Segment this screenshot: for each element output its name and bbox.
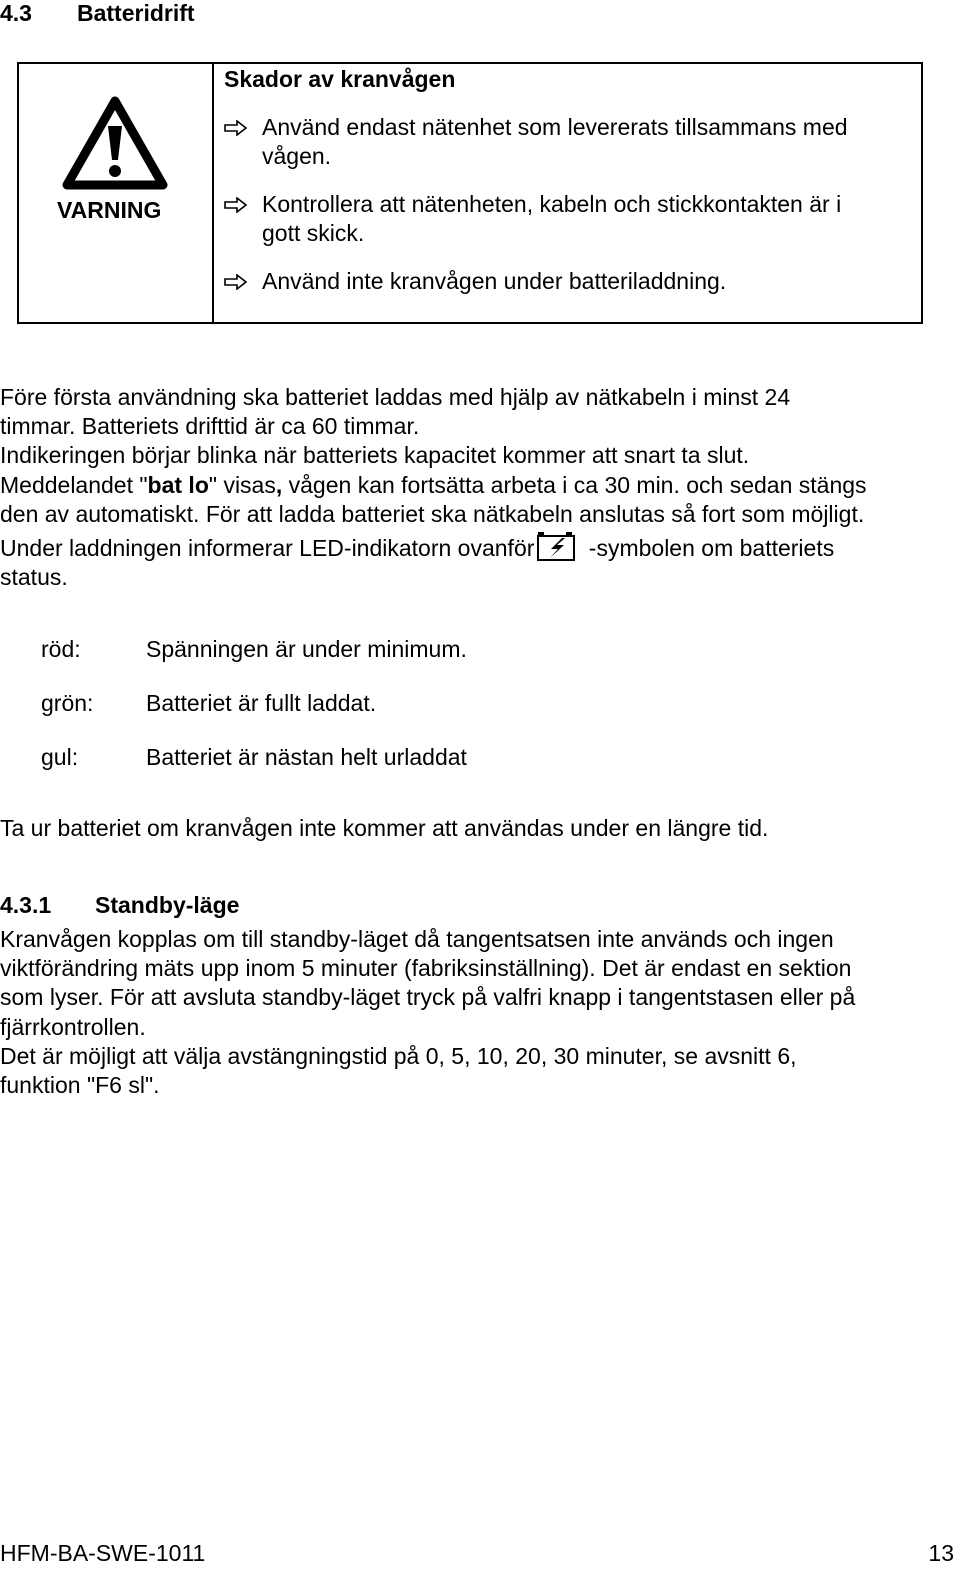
standby-line: Det är möjligt att välja avstängningstid på 0, 5, 10, 20, 30 minuter, se avsnitt 6, xyxy=(0,1042,797,1069)
status-label-green: grön: xyxy=(41,690,94,716)
intro-text: Under laddningen informerar LED-indikatorn ovanför xyxy=(0,535,535,562)
status-text-green: Batteriet är fullt laddat. xyxy=(146,690,377,716)
warning-triangle-icon xyxy=(62,96,168,192)
section-title: Batteridrift xyxy=(77,0,195,26)
warning-item-line: gott skick. xyxy=(262,220,365,246)
warning-box xyxy=(17,62,923,324)
standby-line: Kranvågen kopplas om till standby-läget då tangentsatsen inte används och ingen xyxy=(0,926,834,952)
warning-divider xyxy=(212,64,214,322)
status-label-red: röd: xyxy=(41,636,81,662)
warning-item xyxy=(224,267,914,296)
warning-item xyxy=(224,113,914,171)
intro-line: Indikeringen börjar blinka när batteriets kapacitet kommer att snart ta slut. xyxy=(0,442,750,469)
status-text-red: Spänningen är under minimum. xyxy=(146,636,467,662)
footer-doc-id: HFM-BA-SWE-1011 xyxy=(0,1540,206,1566)
intro-text: " visas xyxy=(208,471,276,498)
remove-battery-note: Ta ur batteriet om kranvågen inte kommer att användas under en längre tid. xyxy=(0,815,769,841)
intro-paragraph xyxy=(0,383,958,592)
subsection-number: 4.3.1 xyxy=(0,892,52,918)
warning-item-line: Kontrollera att nätenheten, kabeln och stickkontakten är i xyxy=(262,191,842,217)
intro-line xyxy=(0,471,958,500)
warning-title: Skador av kranvågen xyxy=(224,66,456,92)
arrow-right-icon xyxy=(224,120,248,136)
warning-label: VARNING xyxy=(57,197,162,223)
intro-text: -symbolen om batteriets xyxy=(582,535,835,562)
intro-text: vågen kan fortsätta arbeta i ca 30 min. och sedan stängs xyxy=(282,471,867,498)
battery-charge-icon xyxy=(536,532,578,562)
warning-item-line: Använd endast nätenhet som levererats tillsammans med xyxy=(262,114,848,140)
warning-item-line: Använd inte kranvågen under batteriladdning. xyxy=(262,268,727,294)
status-text-yellow: Batteriet är nästan helt urladdat xyxy=(146,744,467,770)
standby-line: som lyser. För att avsluta standby-läget tryck på valfri knapp i tangentstasen eller på xyxy=(0,984,856,1011)
subsection-title: Standby-läge xyxy=(95,892,240,918)
intro-line: den av automatiskt. För att ladda batteriet ska nätkabeln anslutas så fort som möjligt. xyxy=(0,500,865,527)
arrow-right-icon xyxy=(224,197,248,213)
intro-line xyxy=(0,532,958,563)
section-number: 4.3 xyxy=(0,0,32,26)
arrow-right-icon xyxy=(224,274,248,290)
intro-line: timmar. Batteriets drifttid är ca 60 timmar. xyxy=(0,413,420,440)
footer-page-number: 13 xyxy=(928,1540,954,1566)
standby-line: funktion "F6 sl". xyxy=(0,1072,160,1099)
intro-line: Före första användning ska batteriet laddas med hjälp av nätkabeln i minst 24 xyxy=(0,384,791,410)
standby-line: viktförändring mäts upp inom 5 minuter (fabriksinställning). Det är endast en sektion xyxy=(0,955,852,982)
standby-paragraph xyxy=(0,925,958,1100)
bat-lo-message: bat lo xyxy=(147,471,209,498)
standby-line: fjärrkontrollen. xyxy=(0,1013,146,1040)
intro-text: , xyxy=(275,471,283,498)
warning-item xyxy=(224,190,914,248)
status-label-yellow: gul: xyxy=(41,744,79,770)
intro-text: Meddelandet " xyxy=(0,471,148,498)
intro-line: status. xyxy=(0,564,68,591)
warning-item-line: vågen. xyxy=(262,143,332,169)
